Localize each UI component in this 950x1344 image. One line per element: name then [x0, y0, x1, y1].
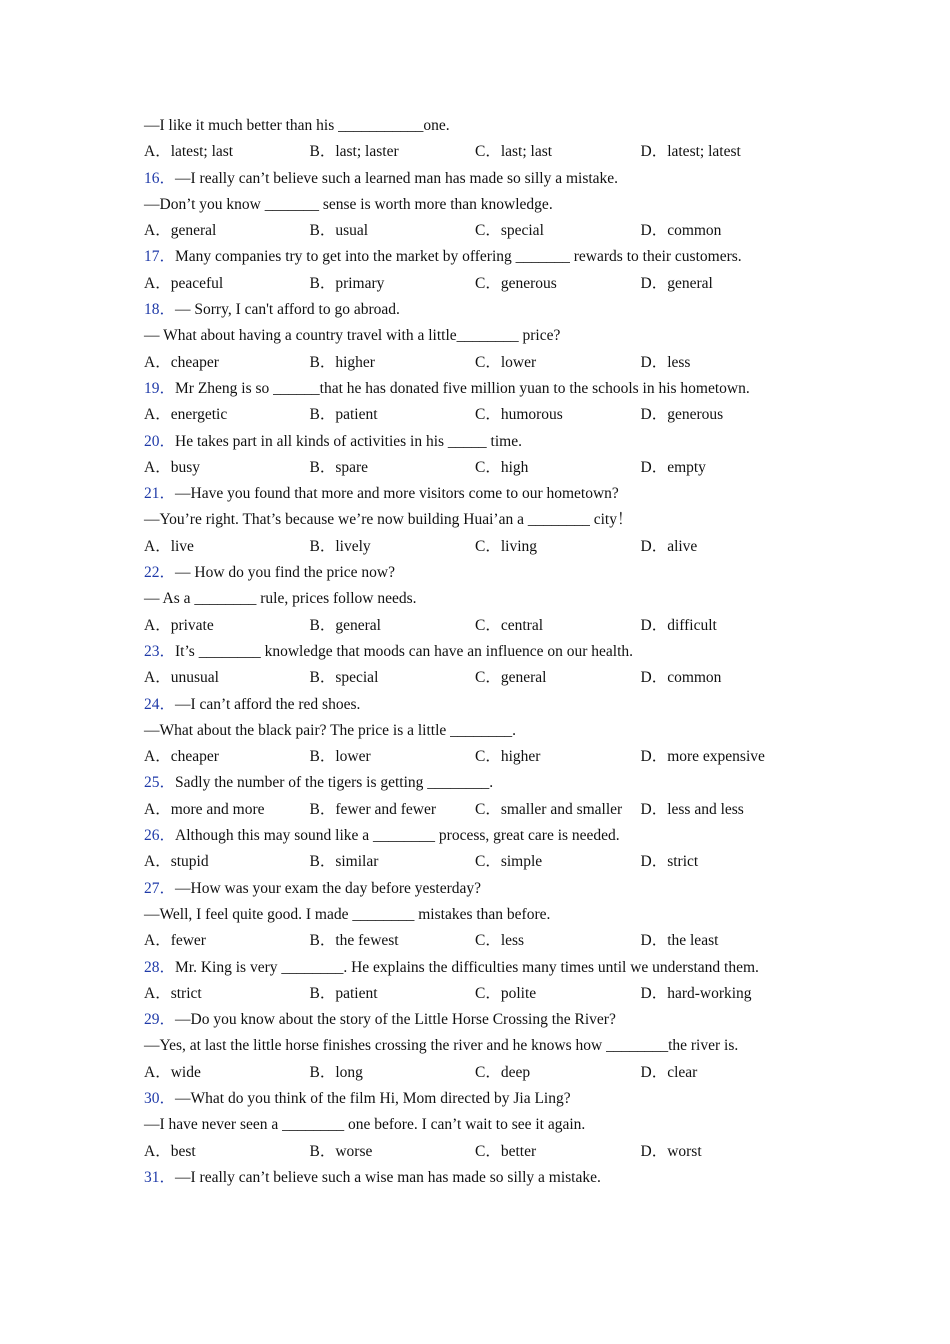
option-c: C．living — [475, 537, 538, 555]
option-d: D．alive — [640, 537, 698, 555]
question-number: 18． — [144, 301, 176, 319]
question-number: 23． — [144, 642, 176, 660]
question-22-line-2 — [144, 586, 814, 612]
question-text: Many companies try to get into the market by offering _______ rewards to their customers. — [175, 248, 742, 266]
question-text: Mr. King is very ________. He explains the difficulties many times until we understand them. — [175, 958, 759, 976]
option-b: B．usual — [309, 222, 369, 240]
question-text: —I really can’t believe such a wise man has made so silly a mistake. — [175, 1168, 601, 1186]
option-b: B．patient — [309, 984, 378, 1002]
question-text: —What about the black pair? The price is a little ________. — [144, 721, 517, 739]
question-text: Mr Zheng is so ______that he has donated five million yuan to the schools in his hometown. — [175, 379, 750, 397]
question-30-line-1 — [144, 1086, 814, 1112]
question-text: —Well, I feel quite good. I made ________ mistakes than before. — [144, 905, 551, 923]
option-a: A．energetic — [144, 406, 228, 424]
question-15-options — [144, 139, 814, 165]
question-text: —Do you know about the story of the Little Horse Crossing the River? — [175, 1011, 616, 1029]
question-number: 31． — [144, 1168, 176, 1186]
question-27-line-2 — [144, 902, 814, 928]
option-d: D．more expensive — [640, 748, 765, 766]
question-text: Sadly the number of the tigers is getting ________. — [175, 774, 494, 792]
question-24-options — [144, 744, 814, 770]
question-31-line-1 — [144, 1165, 814, 1191]
question-19-line-1 — [144, 376, 814, 402]
option-d: D．worst — [640, 1142, 702, 1160]
question-number: 20． — [144, 432, 176, 450]
option-d: D．the least — [640, 932, 719, 950]
option-b: B．fewer and fewer — [309, 800, 437, 818]
option-d: D．difficult — [640, 616, 717, 634]
question-number: 19． — [144, 379, 176, 397]
option-c: C．general — [475, 669, 547, 687]
question-list — [144, 166, 814, 1192]
question-20-line-1 — [144, 429, 814, 455]
option-a: A．cheaper — [144, 353, 219, 371]
option-b: B．patient — [309, 406, 378, 424]
question-text: —I can’t afford the red shoes. — [175, 695, 361, 713]
option-c: C．deep — [475, 1063, 531, 1081]
question-number: 27． — [144, 879, 176, 897]
option-b: B．the fewest — [309, 932, 399, 950]
option-d: D．common — [640, 669, 722, 687]
question-number: 22． — [144, 564, 176, 582]
option-c: C．high — [475, 458, 529, 476]
question-30-line-2 — [144, 1112, 814, 1138]
option-a: A．fewer — [144, 932, 206, 950]
option-b: B．spare — [309, 458, 369, 476]
question-21-options — [144, 534, 814, 560]
option-a: A．stupid — [144, 853, 209, 871]
question-16-line-1 — [144, 166, 814, 192]
question-text: —I have never seen a ________ one before. I can’t wait to see it again. — [144, 1116, 586, 1134]
option-c: C．last; last — [475, 143, 553, 161]
option-b: B．lower — [309, 748, 371, 766]
question-number: 21． — [144, 485, 176, 503]
option-c: C．smaller and smaller — [475, 800, 623, 818]
question-16-options — [144, 218, 814, 244]
question-24-line-2 — [144, 718, 814, 744]
question-number: 29． — [144, 1011, 176, 1029]
question-22-line-1 — [144, 560, 814, 586]
question-text: He takes part in all kinds of activities in his _____ time. — [175, 432, 522, 450]
option-a: A．wide — [144, 1063, 201, 1081]
question-16-line-2 — [144, 192, 814, 218]
option-b: B．similar — [309, 853, 379, 871]
question-28-line-1 — [144, 955, 814, 981]
question-number: 24． — [144, 695, 176, 713]
question-26-options — [144, 849, 814, 875]
option-c: C．less — [475, 932, 525, 950]
question-29-options — [144, 1060, 814, 1086]
question-18-line-1 — [144, 297, 814, 323]
question-19-options — [144, 402, 814, 428]
question-text: —I really can’t believe such a learned man has made so silly a mistake. — [175, 169, 619, 187]
question-text: —You’re right. That’s because we’re now building Huai’an a ________ city！ — [144, 511, 633, 529]
option-d: D．generous — [640, 406, 724, 424]
option-b: B．primary — [309, 274, 385, 292]
option-d: D．less — [640, 353, 691, 371]
option-c: C．higher — [475, 748, 541, 766]
question-23-line-1 — [144, 639, 814, 665]
option-c: C．generous — [475, 274, 557, 292]
option-d: D．common — [640, 222, 722, 240]
question-29-line-2 — [144, 1033, 814, 1059]
question-26-line-1 — [144, 823, 814, 849]
option-a: A．busy — [144, 458, 200, 476]
question-number: 30． — [144, 1089, 176, 1107]
option-a: A．general — [144, 222, 217, 240]
option-a: A．cheaper — [144, 748, 219, 766]
option-c: C．humorous — [475, 406, 563, 424]
option-d: D．empty — [640, 458, 706, 476]
option-b: B．general — [309, 616, 381, 634]
question-17-options — [144, 271, 814, 297]
option-c: C．better — [475, 1142, 537, 1160]
question-25-line-1 — [144, 770, 814, 796]
option-a: A．peaceful — [144, 274, 224, 292]
option-d: D．latest; latest — [640, 143, 741, 161]
question-text: — How do you find the price now? — [175, 564, 395, 582]
option-d: D．less and less — [640, 800, 744, 818]
question-text: —Don’t you know _______ sense is worth more than knowledge. — [144, 195, 553, 213]
question-text: It’s ________ knowledge that moods can have an influence on our health. — [175, 642, 634, 660]
option-a: A．unusual — [144, 669, 219, 687]
option-b: B．last; laster — [309, 143, 399, 161]
question-20-options — [144, 455, 814, 481]
question-text: — As a ________ rule, prices follow needs. — [144, 590, 417, 608]
option-a: A．private — [144, 616, 214, 634]
option-c: C．special — [475, 222, 544, 240]
question-text: — What about having a country travel with a little________ price? — [144, 327, 561, 345]
option-a: A．latest; last — [144, 143, 234, 161]
question-15-line: —I like it much better than his ___________one. — [144, 117, 450, 134]
question-27-line-1 — [144, 876, 814, 902]
question-text: Although this may sound like a ________ process, great care is needed. — [175, 827, 620, 845]
option-d: D．clear — [640, 1063, 698, 1081]
question-text: — Sorry, I can't afford to go abroad. — [175, 301, 400, 319]
worksheet-page — [144, 113, 814, 1191]
question-number: 16． — [144, 169, 176, 187]
question-21-line-2 — [144, 507, 814, 533]
question-text: —Yes, at last the little horse finishes crossing the river and he knows how ________the river is. — [144, 1037, 739, 1055]
question-number: 28． — [144, 958, 176, 976]
question-18-line-2 — [144, 323, 814, 349]
question-27-options — [144, 928, 814, 954]
question-30-options — [144, 1139, 814, 1165]
option-a: A．live — [144, 537, 194, 555]
question-18-options — [144, 350, 814, 376]
question-number: 25． — [144, 774, 176, 792]
question-29-line-1 — [144, 1007, 814, 1033]
question-22-options — [144, 613, 814, 639]
option-d: D．strict — [640, 853, 699, 871]
option-c: C．central — [475, 616, 544, 634]
option-b: B．higher — [309, 353, 375, 371]
question-text: —Have you found that more and more visitors come to our hometown? — [175, 485, 619, 503]
question-23-options — [144, 665, 814, 691]
question-text: —How was your exam the day before yesterday? — [175, 879, 482, 897]
option-b: B．special — [309, 669, 379, 687]
question-24-line-1 — [144, 692, 814, 718]
option-a: A．strict — [144, 984, 202, 1002]
option-c: C．polite — [475, 984, 537, 1002]
option-d: D．general — [640, 274, 713, 292]
option-c: C．lower — [475, 353, 537, 371]
option-d: D．hard-working — [640, 984, 752, 1002]
question-number: 26． — [144, 827, 176, 845]
question-25-options — [144, 797, 814, 823]
option-a: A．more and more — [144, 800, 265, 818]
question-number: 17． — [144, 248, 176, 266]
question-17-line-1 — [144, 244, 814, 270]
option-c: C．simple — [475, 853, 543, 871]
question-28-options — [144, 981, 814, 1007]
option-b: B．worse — [309, 1142, 373, 1160]
question-21-line-1 — [144, 481, 814, 507]
option-b: B．lively — [309, 537, 371, 555]
question-text: —What do you think of the film Hi, Mom directed by Jia Ling? — [175, 1089, 571, 1107]
option-b: B．long — [309, 1063, 363, 1081]
option-a: A．best — [144, 1142, 196, 1160]
